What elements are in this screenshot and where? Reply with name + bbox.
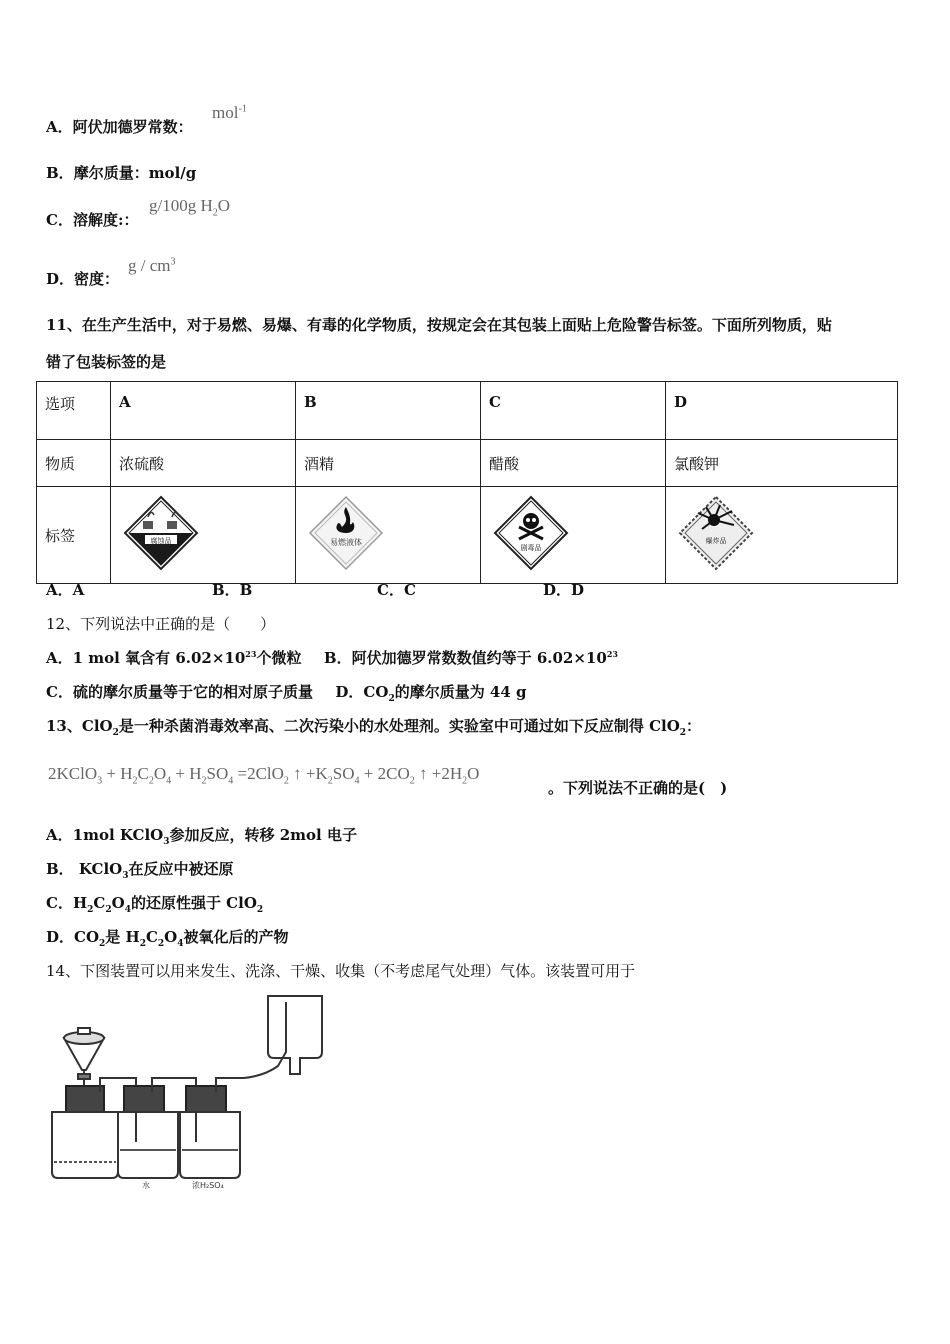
q11-stem-line1: 11、在生产生活中，对于易燃、易爆、有毒的化学物质，按规定会在其包装上面贴上危险警告标签。下面所列物质，贴 [46, 316, 832, 334]
tag-cell-c [481, 487, 666, 584]
gas-apparatus-diagram [44, 992, 334, 1192]
row-label: 标签 [37, 487, 111, 584]
tag-text: 剧毒品 [520, 544, 542, 552]
q12-options-ab: A．1 mol 氧含有 $6.02\times 10^{23}$个微粒 B．阿伏加德罗常数数值约等于 $6.02\times 10^{23}$ [46, 649, 618, 667]
header-cell: A [111, 382, 296, 440]
q13-option-d: D．$CO_2$是 $H_2C_2O_4$被氧化后的产物 [46, 928, 289, 949]
table-row [37, 487, 898, 584]
substance-cell: 浓硫酸 [111, 440, 296, 487]
q13-stem: 13、ClO$_2$是一种杀菌消毒效率高、二次污染小的水处理剂。实验室中可通过如下反应制得 ClO$_2$： [46, 717, 702, 738]
q13-option-a: A．1mol KClO$_3$参加反应，转移 2mol 电子 [46, 826, 357, 847]
row-label: 物质 [37, 440, 111, 487]
q12-stem: 12、下列说法中正确的是（ ） [46, 615, 276, 633]
q13-option-c: C．$H_2C_2O_4$的还原性强于 ClO$_2$ [46, 894, 264, 915]
header-cell: 选项 [37, 382, 111, 440]
q10-option-c-unit: g/100g $H_2O$ [149, 196, 231, 219]
toxic-hazard-icon [491, 493, 571, 573]
q11-answer-b: B．B [212, 581, 253, 599]
q10-option-d: D．密度： [46, 270, 120, 288]
flammable-hazard-icon [306, 493, 386, 573]
header-cell: C [481, 382, 666, 440]
label-acid: 浓H₂SO₄ [192, 1181, 224, 1190]
label-water: 水 [142, 1181, 150, 1190]
tag-text: 腐蚀品 [150, 537, 172, 545]
q10-option-c: C．溶解度:： [46, 211, 139, 229]
tag-cell-a [111, 487, 296, 584]
q12-options-cd: C．硫的摩尔质量等于它的相对原子质量 D．$CO_2$的摩尔质量为 44 g [46, 683, 527, 704]
q13-equation-tail: 。下列说法不正确的是( ) [548, 779, 728, 797]
q11-answer-d: D．D [543, 581, 585, 599]
q13-option-b: B． KClO$_3$在反应中被还原 [46, 860, 234, 881]
q14-stem: 14、下图装置可以用来发生、洗涤、干燥、收集（不考虑尾气处理）气体。该装置可用于 [46, 962, 636, 980]
substance-cell: 氯酸钾 [666, 440, 898, 487]
corrosive-hazard-icon [121, 493, 201, 573]
q10-option-d-unit: g / $cm^3$ [128, 256, 176, 275]
tag-text: 易燃液体 [330, 538, 362, 547]
table-row [37, 382, 898, 440]
q11-answer-a: A．A [46, 581, 85, 599]
q11-table [36, 381, 898, 584]
q10-option-a: A．阿伏加德罗常数： [46, 118, 193, 136]
q13-equation: 2KClO$_3$ + $H_2C_2O_4 + H_2SO_4 =2ClO_2$ ↑ $+K_2SO_4 + 2CO_2$ ↑ $+2H_2O$ [48, 764, 480, 787]
table-row [37, 440, 898, 487]
q11-answer-c: C．C [377, 581, 416, 599]
header-cell: B [296, 382, 481, 440]
header-cell: D [666, 382, 898, 440]
q10-option-a-unit: mol$^{-1}$ [212, 103, 247, 122]
explosive-hazard-icon [676, 493, 756, 573]
q11-stem-line2: 错了包装标签的是 [46, 353, 167, 371]
tag-text: 爆炸品 [705, 537, 727, 545]
tag-cell-b [296, 487, 481, 584]
substance-cell: 醋酸 [481, 440, 666, 487]
tag-cell-d [666, 487, 898, 584]
q10-option-b: B．摩尔质量：mol/g [46, 164, 197, 182]
substance-cell: 酒精 [296, 440, 481, 487]
